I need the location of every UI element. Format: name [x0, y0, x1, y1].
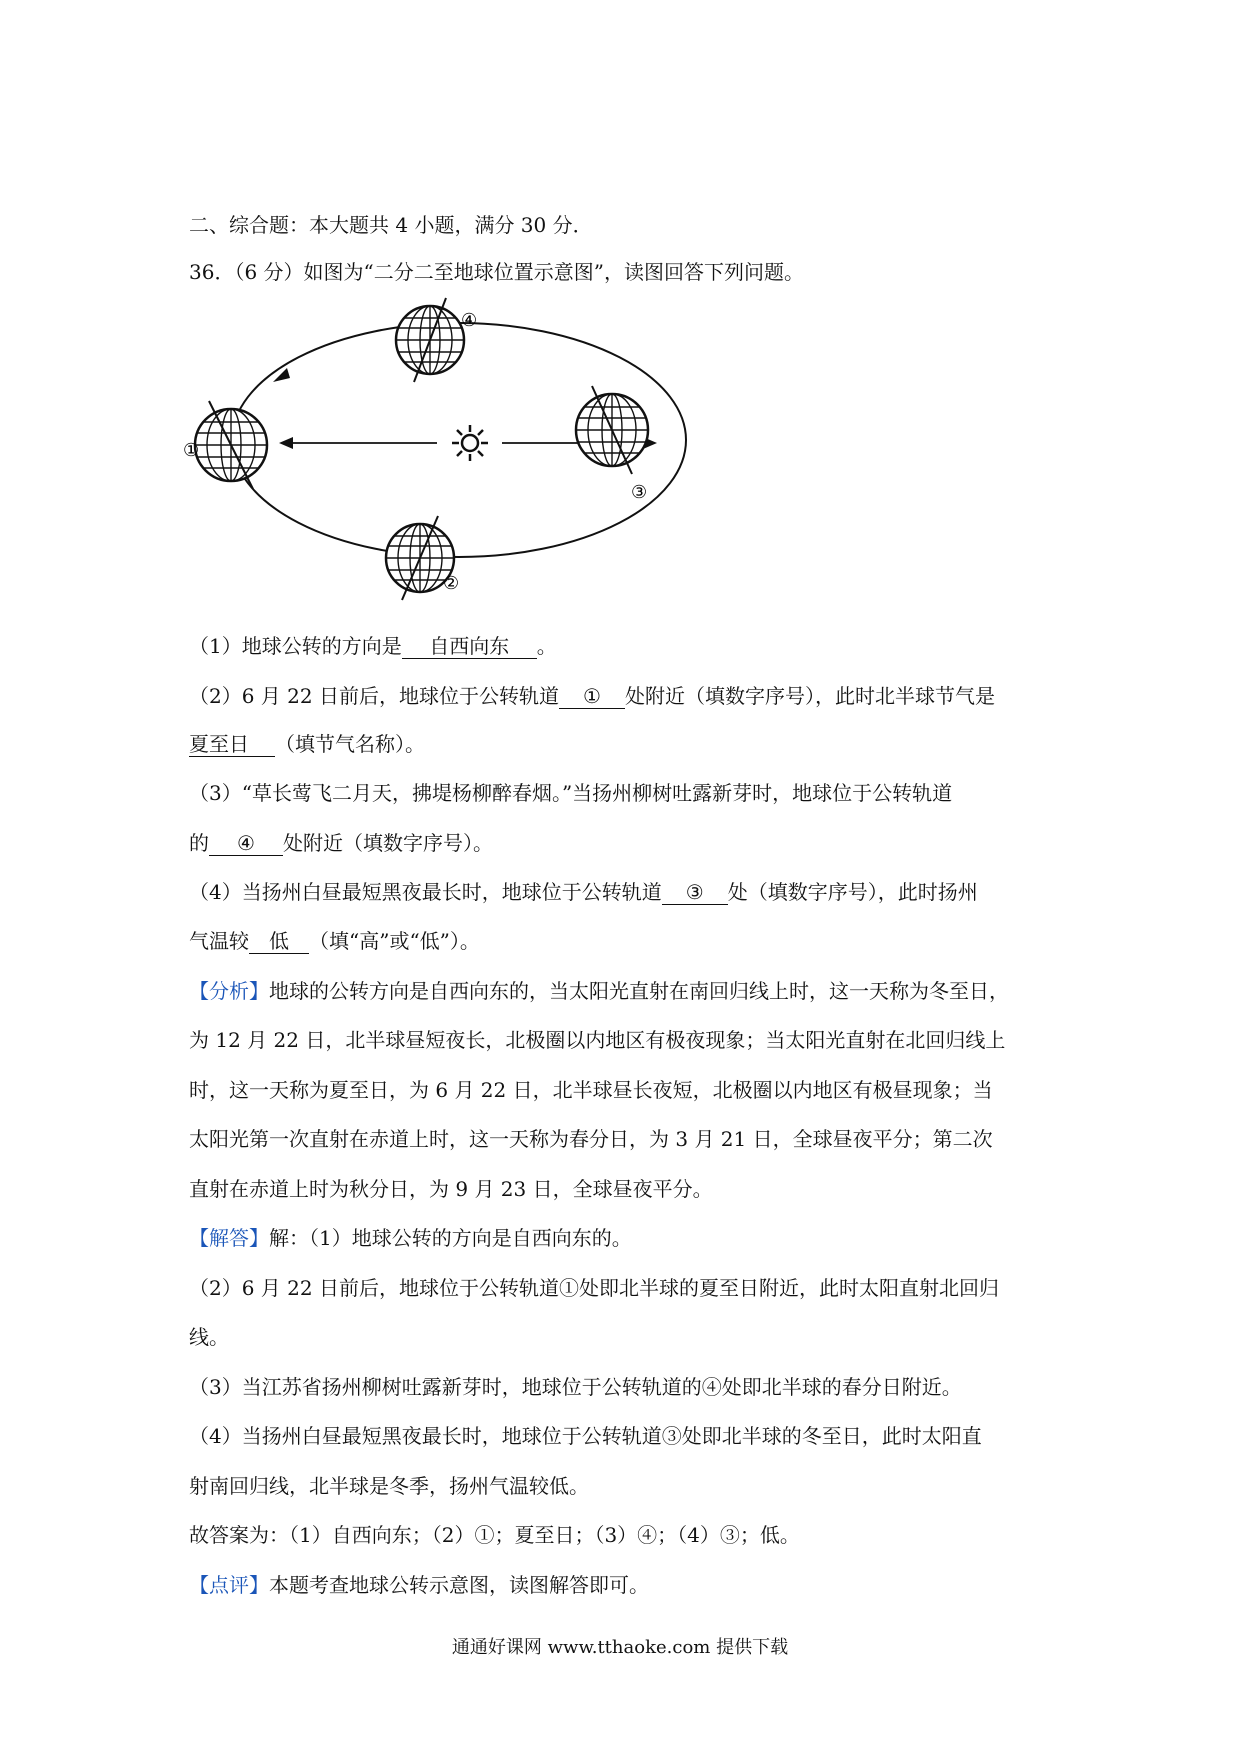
label-position-1: ①: [183, 440, 200, 461]
sub-question-2-end: （填节气名称）。: [275, 732, 425, 756]
sun-ray-arrowhead-left: [279, 437, 293, 449]
globe-position-4: [396, 298, 464, 382]
label-position-2: ②: [443, 573, 460, 594]
sub-question-3-end: 处附近（填数字序号）。: [283, 831, 493, 855]
label-position-4: ④: [461, 310, 478, 331]
analysis-line-3: 时，这一天称为夏至日，为 6 月 22 日，北半球昼长夜短，北极圈以内地区有极昼现象；当: [189, 1078, 993, 1102]
sub-question-1-end: 。: [536, 634, 557, 658]
sub-question-2-text: （2）6 月 22 日前后，地球位于公转轨道: [189, 684, 559, 708]
sub-question-4: [189, 878, 978, 906]
answer-blank-2b: 夏至日: [189, 732, 275, 757]
sub-question-3-pre: 的: [189, 831, 209, 855]
sub-question-4-cont: [189, 927, 480, 955]
sub-question-4-end: （填“高”或“低”）。: [309, 929, 480, 953]
globe-position-3: [576, 386, 648, 474]
sub-question-2-cont: [189, 730, 425, 758]
analysis-line-5: 直射在赤道上时为秋分日，为 9 月 23 日，全球昼夜平分。: [189, 1177, 713, 1201]
sub-question-4-pre: 气温较: [189, 929, 249, 953]
section-heading: 二、综合题：本大题共 4 小题，满分 30 分．: [189, 213, 593, 237]
comment-line: [189, 1571, 649, 1599]
question-stem: [189, 258, 804, 286]
globe-position-1: [195, 401, 267, 489]
sub-question-3-cont: [189, 829, 493, 857]
comment-tag: 【点评】: [189, 1573, 269, 1597]
sub-question-4-mid: 处（填数字序号），此时扬州: [727, 880, 978, 904]
comment-text: 本题考查地球公转示意图，读图解答即可。: [269, 1573, 649, 1597]
answer-blank-3: ④: [209, 831, 283, 856]
question-points: （6 分）: [234, 260, 304, 284]
solution-text-1: 解：（1）地球公转的方向是自西向东的。: [269, 1226, 632, 1250]
answer-blank-4b: 低: [249, 929, 309, 954]
analysis-line-2: 为 12 月 22 日，北半球昼短夜长，北极圈以内地区有极夜现象；当太阳光直射在北回归线上: [189, 1028, 1006, 1052]
solution-line-4: （3）当江苏省扬州柳树吐露新芽时，地球位于公转轨道的④处即北半球的春分日附近。: [189, 1375, 962, 1399]
solution-line-5: （4）当扬州白昼最短黑夜最长时，地球位于公转轨道③处即北半球的冬至日，此时太阳直: [189, 1424, 982, 1448]
solution-line-3: 线。: [189, 1325, 229, 1349]
final-answer: 故答案为：（1）自西向东；（2）①；夏至日；（3）④；（4）③；低。: [189, 1523, 800, 1547]
label-position-3: ③: [631, 482, 648, 503]
page-footer: 通通好课网 www.tthaoke.com 提供下载: [451, 1637, 789, 1658]
sub-question-2-mid: 处附近（填数字序号），此时北半球节气是: [624, 684, 995, 708]
answer-blank-1: 自西向东: [402, 634, 537, 659]
question-text: 如图为“二分二至地球位置示意图”，读图回答下列问题。: [303, 260, 804, 284]
answer-blank-2a: ①: [559, 684, 625, 709]
answer-blank-4a: ③: [662, 880, 728, 905]
sub-question-4-text: （4）当扬州白昼最短黑夜最长时，地球位于公转轨道: [189, 880, 662, 904]
sun-icon: [452, 425, 488, 461]
solution-line-1: [189, 1224, 632, 1252]
solution-line-2: （2）6 月 22 日前后，地球位于公转轨道①处即北半球的夏至日附近，此时太阳直射北回归: [189, 1276, 999, 1300]
sub-question-2: [189, 682, 995, 710]
question-number: 36．: [189, 260, 235, 284]
analysis-tag: 【分析】: [189, 979, 269, 1003]
analysis-text-1: 地球的公转方向是自西向东的，当太阳光直射在南回归线上时，这一天称为冬至日，: [269, 979, 1009, 1003]
sub-question-3: （3）“草长莺飞二月天，拂堤杨柳醉春烟。”当扬州柳树吐露新芽时，地球位于公转轨道: [189, 781, 953, 805]
solution-line-6: 射南回归线，北半球是冬季，扬州气温较低。: [189, 1474, 589, 1498]
sub-question-1-text: （1）地球公转的方向是: [189, 634, 402, 658]
solution-tag: 【解答】: [189, 1226, 269, 1250]
analysis-line-4: 太阳光第一次直射在赤道上时，这一天称为春分日，为 3 月 21 日，全球昼夜平分；第二次: [189, 1127, 993, 1151]
sub-question-1: [189, 632, 557, 660]
earth-orbit-diagram: [183, 300, 729, 600]
analysis-line-1: [189, 977, 1009, 1005]
